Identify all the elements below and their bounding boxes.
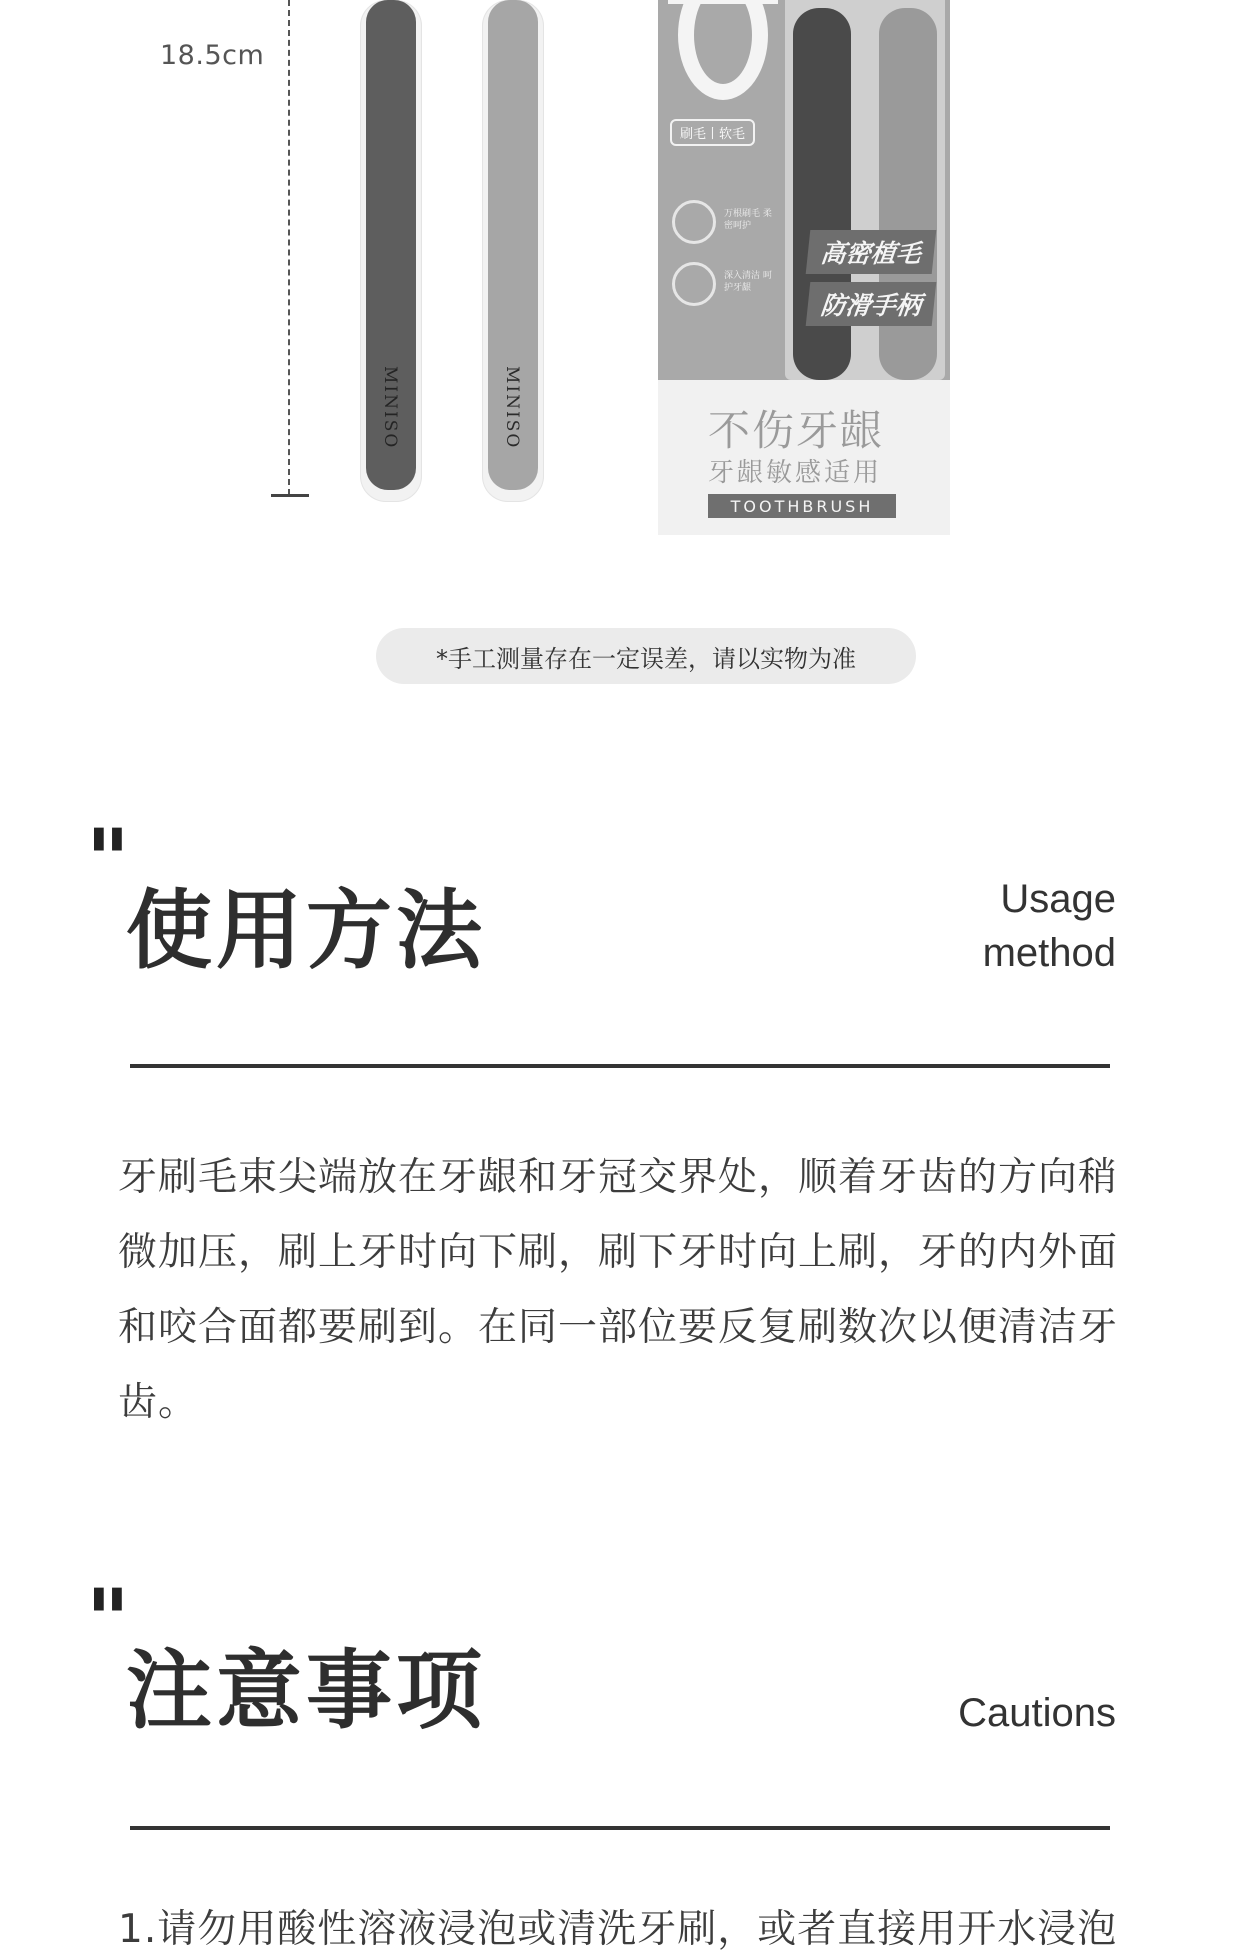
package-note: 万根刷毛 柔密呵护 [724, 209, 772, 231]
toothbrush-light [482, 0, 544, 502]
package-tag: TOOTHBRUSH [708, 494, 896, 518]
quote-mark: " [86, 1570, 130, 1669]
usage-title-en-line1: Usage [1000, 877, 1116, 921]
cautions-first-line-clip [118, 1900, 1128, 1952]
length-end-tick [271, 494, 309, 497]
section-divider [130, 1826, 1110, 1830]
package-chip: 刷毛丨软毛 [670, 119, 755, 146]
package-title: 不伤牙龈 [708, 406, 885, 455]
package-note: 深入清洁 呵护牙龈 [724, 271, 772, 293]
usage-title: 使用方法 [126, 881, 486, 981]
package-subtitle: 牙龈敏感适用 [708, 458, 883, 488]
cautions-title: 注意事项 [126, 1641, 486, 1741]
toothbrush-dark [360, 0, 422, 502]
package-logo-o [678, 0, 768, 100]
gum-care-icon [672, 262, 716, 306]
bristle-icon [672, 200, 716, 244]
cautions-first-line: 1.请勿用酸性溶液浸泡或清洗牙刷，或者直接用开水浸泡 [118, 1907, 1118, 1952]
section-divider [130, 1064, 1110, 1068]
package-label: 高密植毛 [806, 230, 937, 274]
brand-text: MINISO [502, 366, 522, 450]
usage-title-en-line2: method [982, 931, 1116, 975]
usage-title-en [880, 872, 1116, 980]
cautions-title-en: Cautions [958, 1691, 1116, 1735]
length-dashed-line [288, 0, 290, 495]
measurement-disclaimer: *手工测量存在一定误差，请以实物为准 [376, 628, 916, 684]
quote-mark: " [86, 810, 130, 909]
brand-text: MINISO [380, 366, 400, 450]
length-label: 18.5cm [160, 40, 265, 71]
product-package [658, 0, 950, 535]
package-label: 防滑手柄 [806, 282, 937, 326]
usage-body: 牙刷毛束尖端放在牙龈和牙冠交界处，顺着牙齿的方向稍微加压，刷上牙时向下刷，刷下牙时向上刷，牙的内外面和咬合面都要刷到。在同一部位要反复刷数次以便清洁牙齿。 [118, 1155, 1119, 1425]
